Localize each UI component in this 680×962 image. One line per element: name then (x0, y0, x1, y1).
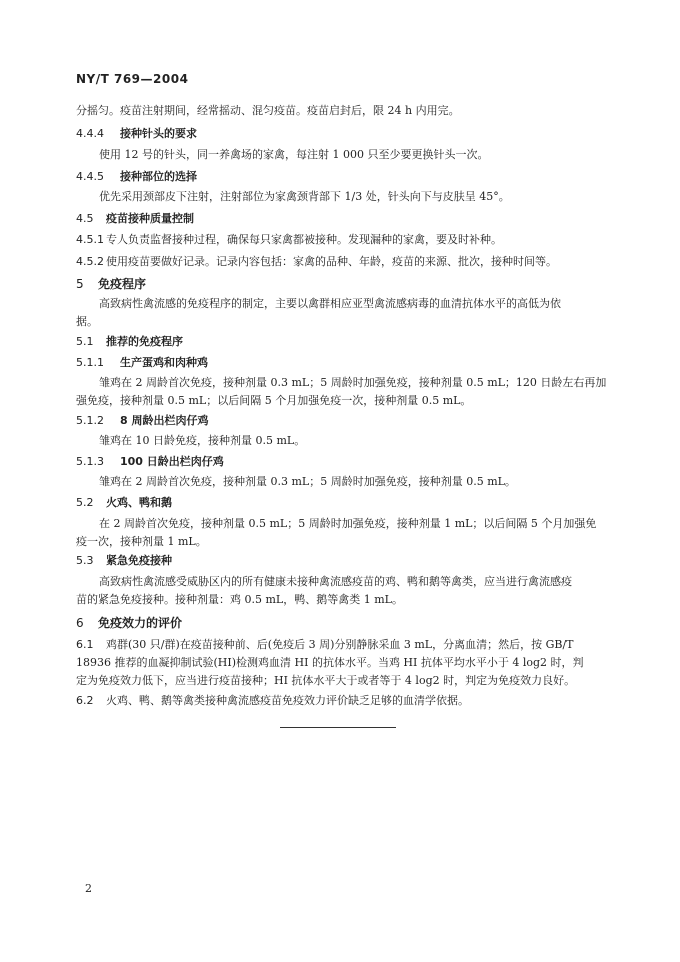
clause-4-5-1 (76, 232, 502, 248)
end-rule (280, 727, 396, 728)
section-heading-5 (76, 276, 146, 292)
section-heading-6 (76, 615, 182, 631)
section-title: 紧急免疫接种 (106, 554, 172, 567)
standard-number: NY/T 769—2004 (76, 72, 189, 86)
clause-number: 4.5.1 (76, 233, 104, 246)
paragraph-line: 高致病性禽流感受威胁区内的所有健康未接种禽流感疫苗的鸡、鸭和鹅等禽类，应当进行禽流感疫 (99, 575, 572, 588)
section-number: 5.1 (76, 335, 94, 348)
section-heading-5-1-1 (76, 355, 208, 371)
section-heading-5-1-2 (76, 413, 208, 429)
section-heading-5-1-3 (76, 454, 224, 470)
section-number: 6 (76, 616, 84, 630)
section-number: 4.4.5 (76, 170, 104, 183)
clause-6-2 (76, 693, 469, 709)
paragraph-line: 使用 12 号的针头，同一养禽场的家禽，每注射 1 000 只至少要更换针头一次。 (99, 148, 489, 161)
section-title: 8 周龄出栏肉仔鸡 (120, 414, 209, 427)
section-number: 4.4.4 (76, 127, 104, 140)
clause-6-1 (76, 637, 574, 653)
section-title: 接种部位的选择 (120, 170, 197, 183)
clause-text: 火鸡、鸭、鹅等禽类接种禽流感疫苗免疫效力评价缺乏足够的血清学依据。 (106, 694, 469, 707)
section-heading-5-2 (76, 495, 172, 511)
paragraph-line: 高致病性禽流感的免疫程序的制定，主要以禽群相应亚型禽流感病毒的血清抗体水平的高低为依 (99, 297, 561, 310)
paragraph-line: 18936 推荐的血凝抑制试验(HI)检测鸡血清 HI 的抗体水平。当鸡 HI 抗体平均水平小于 4 log2 时，判 (76, 656, 584, 669)
section-number: 5.1.1 (76, 356, 104, 369)
paragraph-line: 据。 (76, 315, 98, 328)
section-heading-4-5 (76, 211, 194, 227)
section-number: 5.1.3 (76, 455, 104, 468)
page-number: 2 (85, 882, 92, 895)
paragraph-line: 优先采用颈部皮下注射，注射部位为家禽颈背部下 1/3 处，针头向下与皮肤呈 45°。 (99, 190, 510, 203)
section-number: 4.5 (76, 212, 94, 225)
section-heading-5-3 (76, 553, 172, 569)
paragraph-line: 苗的紧急免疫接种。接种剂量：鸡 0.5 mL，鸭、鹅等禽类 1 mL。 (76, 593, 403, 606)
paragraph-line: 分摇匀。疫苗注射期间，经常摇动、混匀疫苗。疫苗启封后，限 24 h 内用完。 (76, 104, 460, 117)
section-number: 5.3 (76, 554, 94, 567)
clause-4-5-2 (76, 254, 557, 270)
section-title: 100 日龄出栏肉仔鸡 (120, 455, 224, 468)
clause-text: 专人负责监督接种过程，确保每只家禽都被接种。发现漏种的家禽，要及时补种。 (106, 233, 502, 246)
section-heading-5-1 (76, 334, 183, 350)
paragraph-line: 雏鸡在 10 日龄免疫，接种剂量 0.5 mL。 (99, 434, 306, 447)
section-number: 5.1.2 (76, 414, 104, 427)
section-title: 推荐的免疫程序 (106, 335, 183, 348)
section-title: 免疫程序 (98, 277, 147, 291)
paragraph-line: 雏鸡在 2 周龄首次免疫，接种剂量 0.3 mL；5 周龄时加强免疫，接种剂量 0.5 mL。 (99, 475, 516, 488)
section-heading-4-4-4 (76, 126, 197, 142)
clause-text: 使用疫苗要做好记录。记录内容包括：家禽的品种、年龄，疫苗的来源、批次，接种时间等。 (106, 255, 557, 268)
section-title: 生产蛋鸡和肉种鸡 (120, 356, 208, 369)
section-heading-4-4-5 (76, 169, 197, 185)
paragraph-line: 在 2 周龄首次免疫，接种剂量 0.5 mL；5 周龄时加强免疫，接种剂量 1 mL；以后间隔 5 个月加强免 (99, 517, 597, 530)
clause-number: 6.1 (76, 638, 94, 651)
section-title: 免疫效力的评价 (98, 616, 183, 630)
paragraph-line: 疫一次，接种剂量 1 mL。 (76, 535, 207, 548)
clause-number: 4.5.2 (76, 255, 104, 268)
section-title: 接种针头的要求 (120, 127, 197, 140)
section-title: 火鸡、鸭和鹅 (106, 496, 172, 509)
section-title: 疫苗接种质量控制 (106, 212, 194, 225)
section-number: 5.2 (76, 496, 94, 509)
section-number: 5 (76, 277, 84, 291)
clause-text: 鸡群(30 只/群)在疫苗接种前、后(免疫后 3 周)分别静脉采血 3 mL，分离血清；然后，按 GB/T (106, 638, 574, 651)
paragraph-line: 定为免疫效力低下，应当进行疫苗接种；HI 抗体水平大于或者等于 4 log2 时，判定为免疫效力良好。 (76, 674, 576, 687)
clause-number: 6.2 (76, 694, 94, 707)
paragraph-line: 雏鸡在 2 周龄首次免疫，接种剂量 0.3 mL；5 周龄时加强免疫，接种剂量 0.5 mL；120 日龄左右再加 (99, 376, 607, 389)
paragraph-line: 强免疫，接种剂量 0.5 mL；以后间隔 5 个月加强免疫一次，接种剂量 0.5 mL。 (76, 394, 472, 407)
